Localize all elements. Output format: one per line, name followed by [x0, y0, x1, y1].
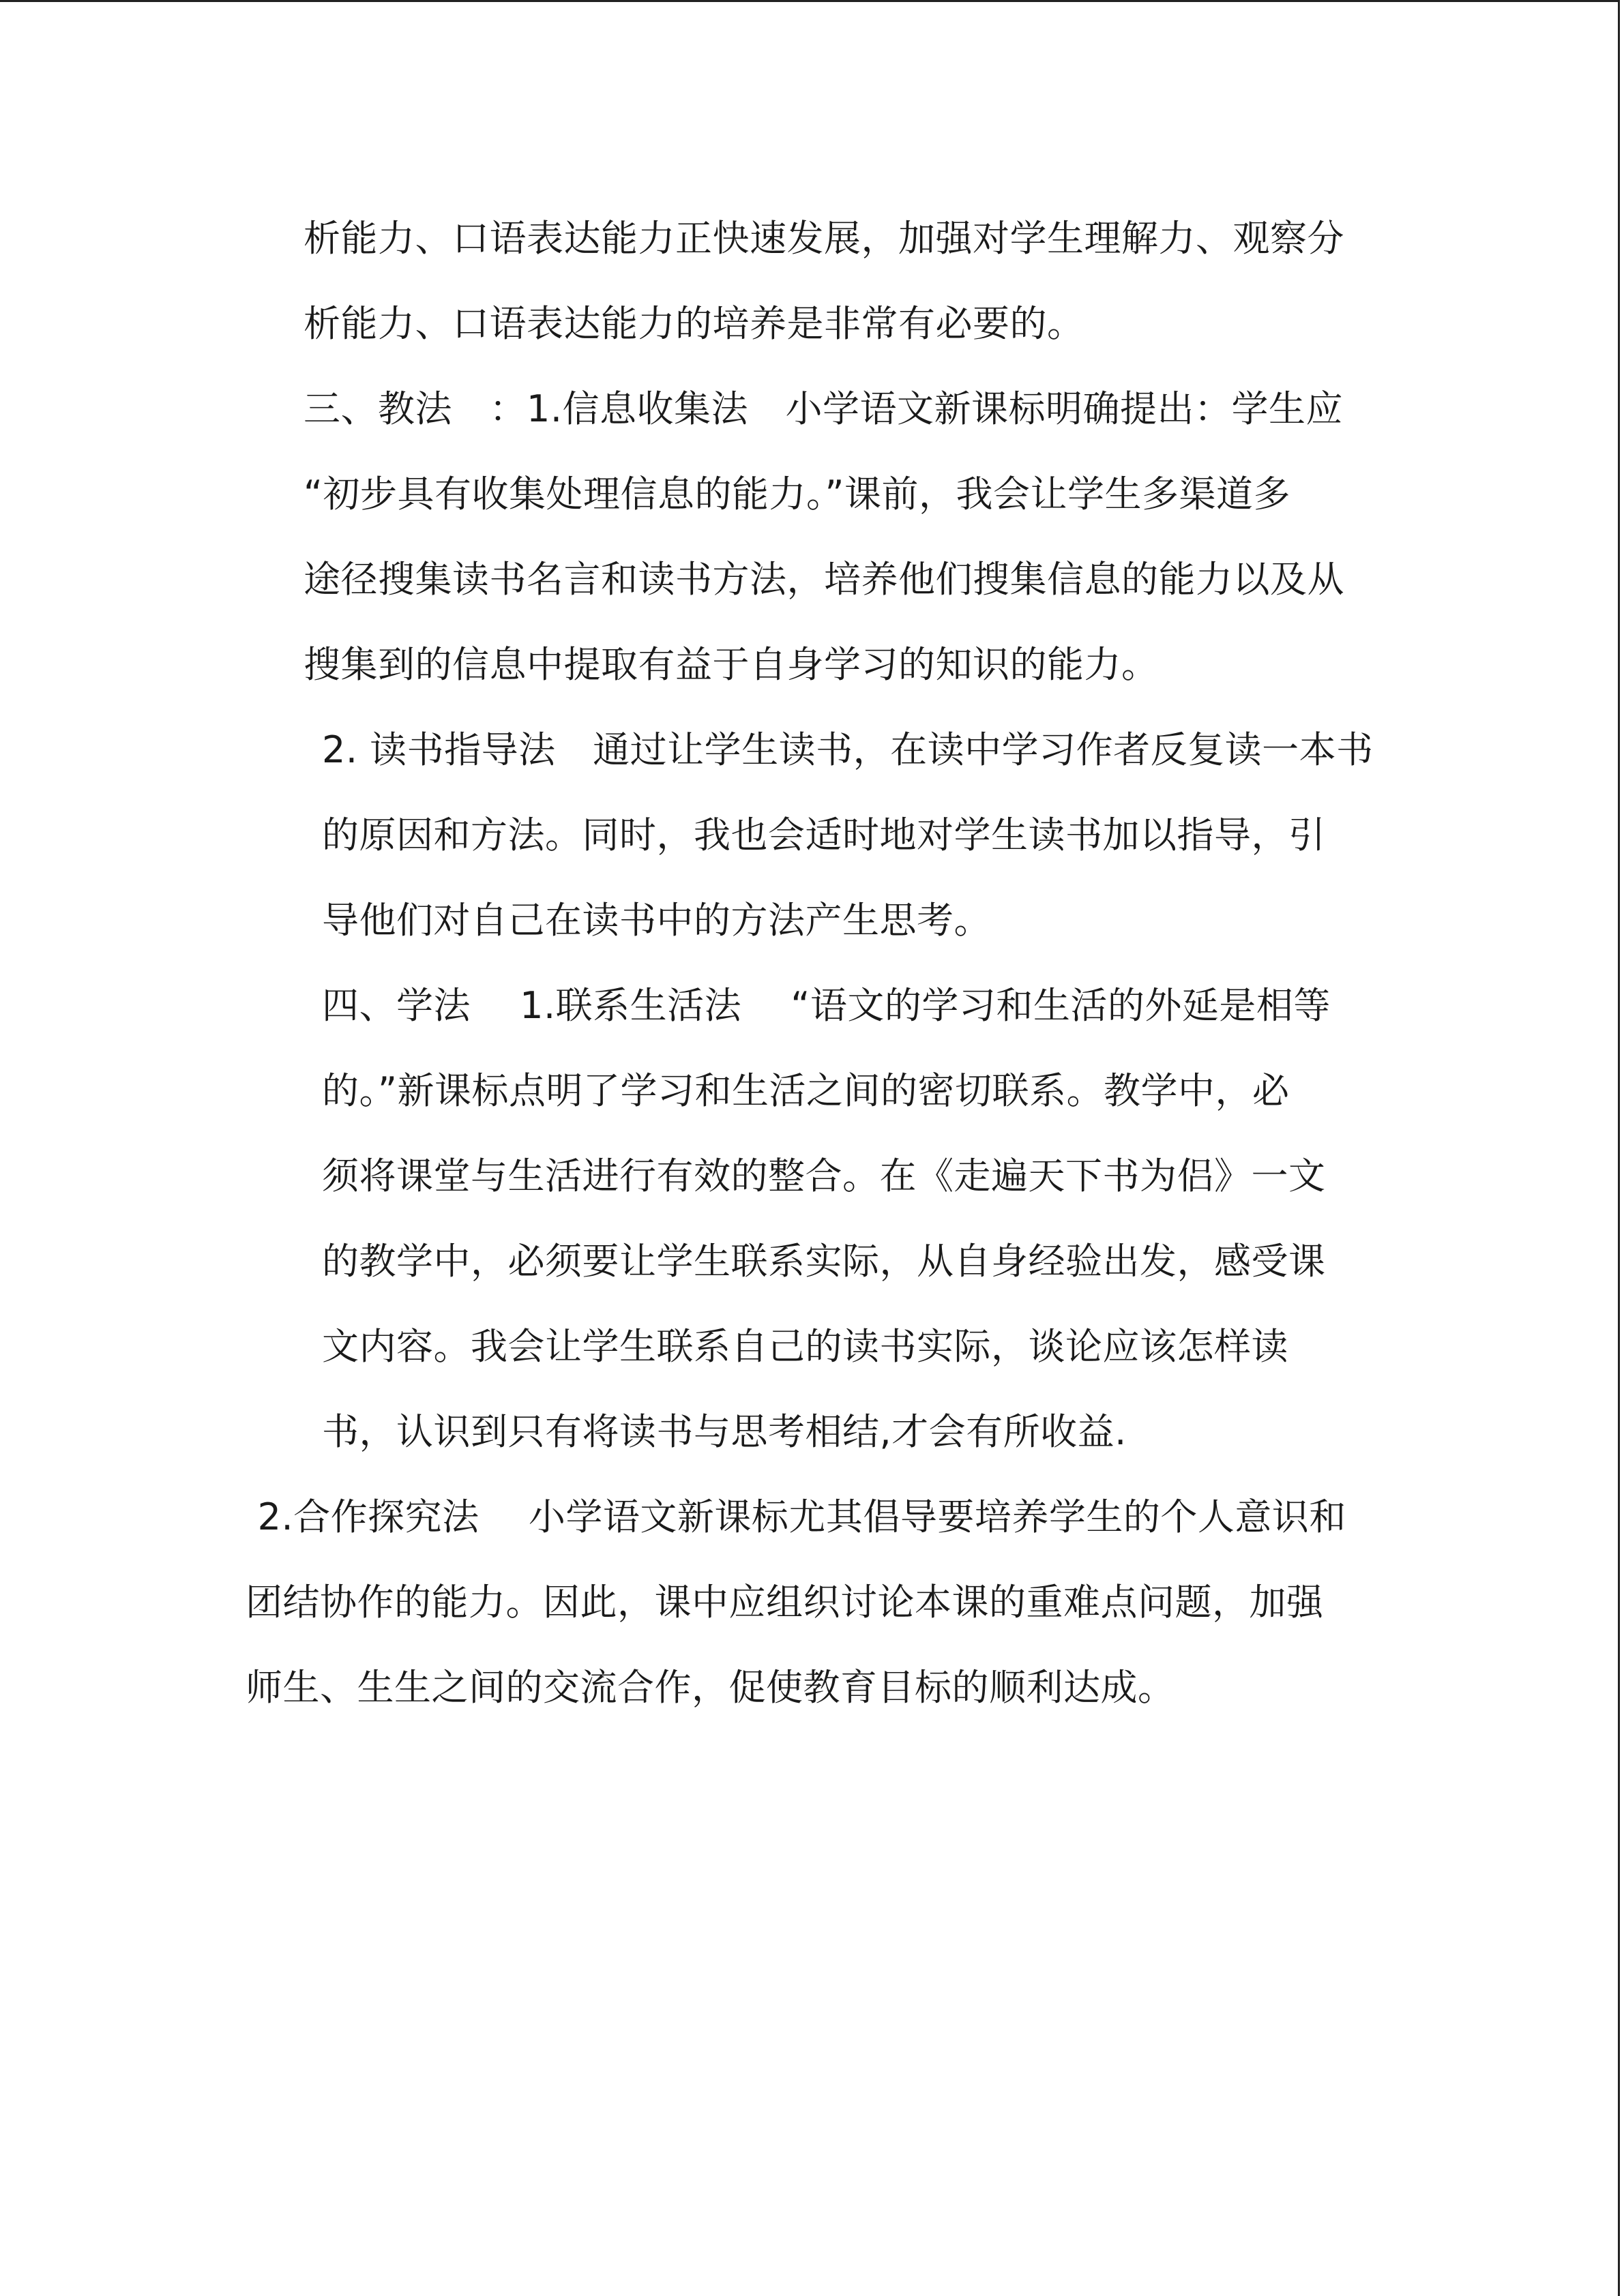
text-line-7-reading-guidance: 2. 读书指导法 通过让学生读书，在读中学习作者反复读一本书	[322, 728, 1374, 771]
text-line-9: 导他们对自己在读书中的方法产生思考。	[322, 899, 991, 942]
text-line-6: 搜集到的信息中提取有益于自身学习的知识的能力。	[304, 643, 1159, 686]
text-line-3-teaching-method-heading: 三、教法 ：1.信息收集法 小学语文新课标明确提出：学生应	[304, 387, 1344, 430]
text-line-16-cooperative-method: 2.合作探究法 小学语文新课标尤其倡导要培养学生的个人意识和	[246, 1495, 1346, 1538]
text-line-11: 的。”新课标点明了学习和生活之间的密切联系。教学中，必	[322, 1069, 1290, 1112]
text-line-15: 书，认识到只有将读书与思考相结,才会有所收益.	[322, 1410, 1127, 1453]
text-line-12: 须将课堂与生活进行有效的整合。在《走遍天下书为侣》一文	[322, 1154, 1326, 1197]
text-line-2: 析能力、口语表达能力的培养是非常有必要的。	[304, 302, 1084, 345]
text-line-13: 的教学中，必须要让学生联系实际，从自身经验出发，感受课	[322, 1240, 1326, 1283]
text-line-5: 途径搜集读书名言和读书方法，培养他们搜集信息的能力以及从	[304, 558, 1344, 601]
text-line-4: “初步具有收集处理信息的能力。”课前，我会让学生多渠道多	[304, 473, 1290, 516]
text-line-14: 文内容。我会让学生联系自己的读书实际，谈论应该怎样读	[322, 1325, 1288, 1368]
text-line-17: 团结协作的能力。因此，课中应组织讨论本课的重难点问题，加强	[246, 1581, 1324, 1624]
text-line-8: 的原因和方法。同时，我也会适时地对学生读书加以指导，引	[322, 814, 1326, 856]
text-line-1: 析能力、口语表达能力正快速发展，加强对学生理解力、观察分	[304, 217, 1344, 260]
text-line-18: 师生、生生之间的交流合作，促使教育目标的顺利达成。	[246, 1666, 1175, 1709]
text-line-10-learning-method-heading: 四、学法 1.联系生活法 “语文的学习和生活的外延是相等	[322, 984, 1331, 1027]
